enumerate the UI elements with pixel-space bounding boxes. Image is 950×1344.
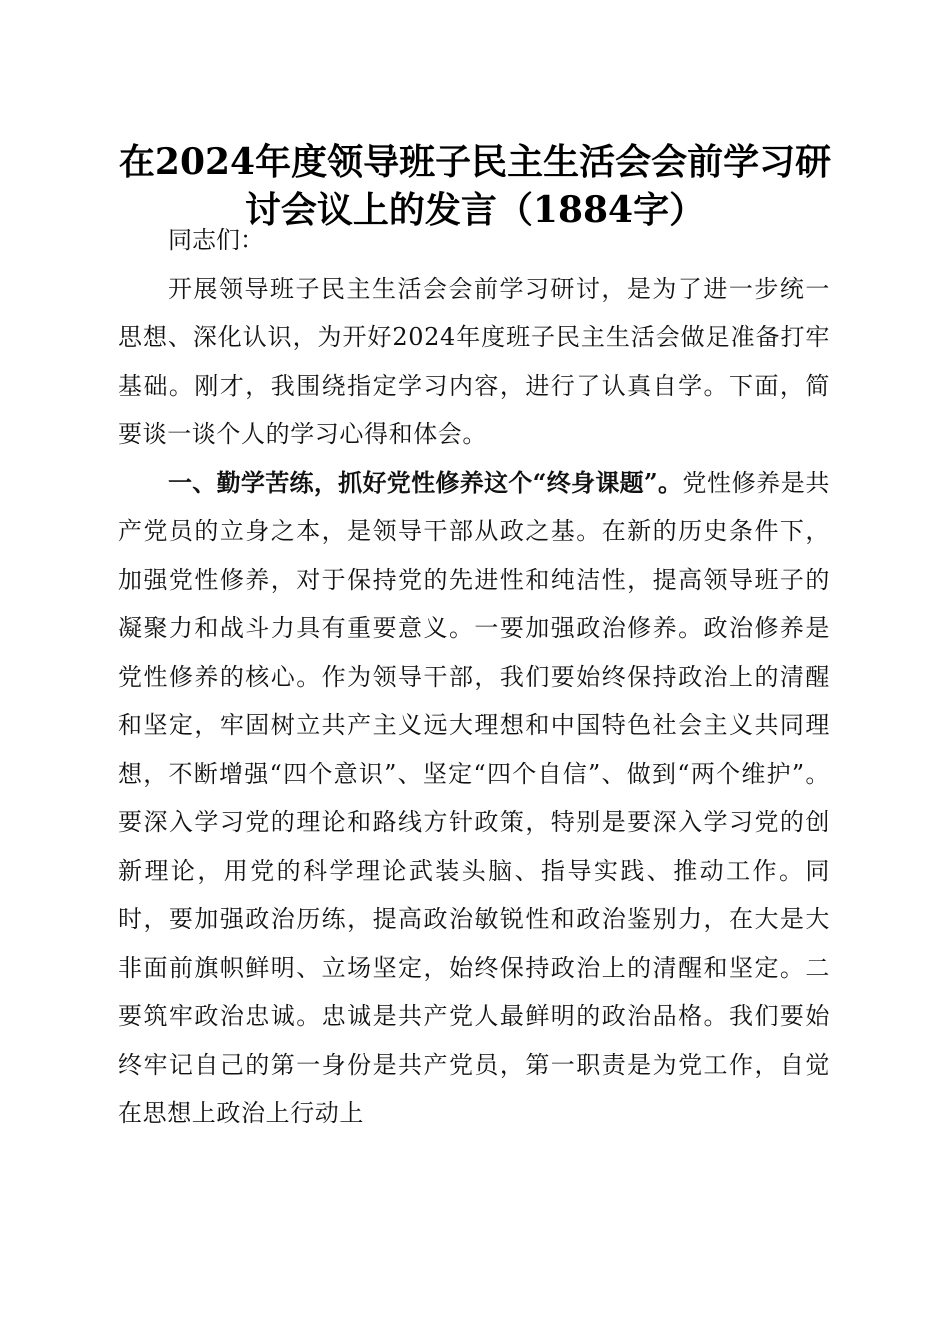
section-1-heading: 一、勤学苦练，抓好党性修养这个“终身课题”。 [168, 467, 683, 497]
document-body [118, 216, 830, 1138]
paragraph-intro: 开展领导班子民主生活会会前学习研讨，是为了进一步统一思想、深化认识，为开好2024年度班子民主生活会做足准备打牢基础。刚才，我围绕指定学习内容，进行了认真自学。下面，简要谈一谈个人的学习心得和体会。 [118, 274, 830, 448]
paragraph-section-1 [118, 459, 830, 1138]
title-line-1: 在2024年度领导班子民主生活会会前学习研 [118, 141, 832, 183]
section-1-text: 党性修养是共产党员的立身之本，是领导干部从政之基。在新的历史条件下，加强党性修养，对于保持党的先进性和纯洁性，提高领导班子的凝聚力和战斗力具有重要意义。一要加强政治修养。政治修养是党性修养的核心。作为领导干部，我们要始终保持政治上的清醒和坚定，牢固树立共产主义远大理想和中国特色社会主义共同理想，不断增强“四个意识”、坚定“四个自信”、做到“两个维护”。要深入学习党的理论和路线方针政策，特别是要深入学习党的创新理论，用党的科学理论武装头脑、指导实践、推动工作。同时，要加强政治历练，提高政治敏锐性和政治鉴别力，在大是大非面前旗帜鲜明、立场坚定，始终保持政治上的清醒和坚定。二要筑牢政治忠诚。忠诚是共产党人最鲜明的政治品格。我们要始终牢记自己的第一身份是共产党员，第一职责是为党工作，自觉在思想上政治上行动上 [118, 468, 830, 1127]
greeting: 同志们： [168, 226, 264, 254]
title-line-2: 讨会议上的发言（1884字） [244, 189, 706, 231]
